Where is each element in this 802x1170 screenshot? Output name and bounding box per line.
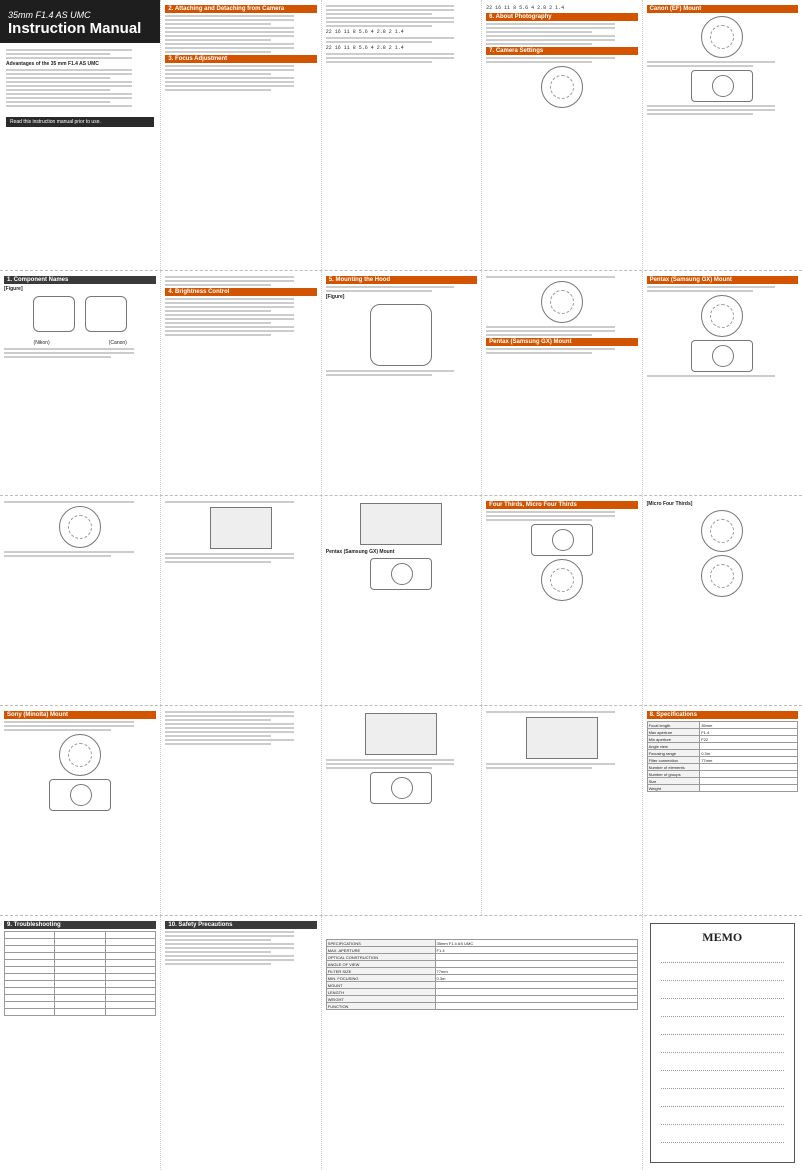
aperture-scale-1: 22 16 11 8 5.6 4 2.8 2 1.4 — [325, 29, 404, 35]
spec-row: Weight — [647, 785, 797, 792]
pentax-header: Pentax (Samsung GX) Mount — [486, 338, 637, 346]
cover-subtitle: 35mm F1.4 AS UMC — [8, 10, 91, 20]
row-2 — [0, 270, 802, 495]
canon-ef-panel — [642, 0, 802, 270]
lcd-figure — [210, 507, 272, 549]
four-thirds-panel — [481, 496, 641, 705]
spec-row: Focusing range 0.3m — [647, 750, 797, 757]
hood-figure-label: [Figure] — [325, 294, 345, 300]
four-thirds-mode-panel — [481, 706, 641, 915]
canon-lens-figure — [85, 296, 127, 332]
nikon-label: (Nikon) — [33, 340, 50, 346]
spec-row: Filter connection 77mm — [647, 757, 797, 764]
spec-table-2: SPECIFICATIONS 35mm F1.4 AS UMC MAX. APERTURE F1.4 OPTICAL CONSTRUCTION ANGLE OF VIEW FILTER SIZE 77mm MIN. FOCUSING 0.3m MOUNT LENGTH WEIGHT FUNCTION — [326, 939, 638, 1010]
pentax-mode-figure — [370, 558, 432, 590]
about-photography-panel — [481, 0, 641, 270]
safety-header: 10. Safety Precautions — [165, 921, 316, 929]
sony-panel — [0, 706, 160, 915]
troubleshooting-panel — [0, 916, 160, 1170]
pentax-dial-figure-2 — [701, 295, 743, 337]
row-4 — [0, 705, 802, 915]
aperture-scale-2: 22 16 11 8 5.6 4 2.8 2 1.4 — [325, 45, 404, 51]
pentax-dial-figure — [541, 281, 583, 323]
memo-title: MEMO — [702, 930, 743, 944]
micro-dial-figure — [701, 510, 743, 552]
read-note: Read this instruction manual prior to use. — [6, 117, 154, 127]
focus-header: 3. Focus Adjustment — [165, 55, 316, 63]
pentax-panel — [642, 271, 802, 495]
cover-title: Instruction Manual — [8, 20, 142, 37]
pentax-camera-figure — [691, 340, 753, 372]
pentax-mode-panel — [321, 496, 481, 705]
specifications-table — [647, 721, 798, 792]
advantages-title: Advantages of the 35 mm F1.4 AS UMC — [6, 61, 99, 67]
samsung-lcd-figure — [365, 713, 437, 755]
spec-row: Min aperture F22 — [647, 736, 797, 743]
canon-lcd-panel — [160, 496, 320, 705]
row-5 — [0, 915, 802, 1170]
sony-header: Sony (Minolta) Mount — [4, 711, 156, 719]
figure-label: [Figure] — [4, 286, 23, 292]
micro-four-thirds-title: [Micro Four Thirds] — [646, 501, 693, 507]
pentax-dial-panel — [481, 271, 641, 495]
cover-block — [0, 0, 160, 43]
specifications-header: 8. Specifications — [647, 711, 798, 719]
spec-row: Size — [647, 778, 797, 785]
four-thirds-dial-figure — [541, 559, 583, 601]
spec-row: Number of elements — [647, 764, 797, 771]
brightness-header: 4. Brightness Control — [165, 288, 316, 296]
troubleshooting-header: 9. Troubleshooting — [4, 921, 156, 929]
row-1 — [0, 0, 802, 270]
memo-panel — [642, 916, 802, 1170]
component-names-panel — [0, 271, 160, 495]
pentax-header-2: Pentax (Samsung GX) Mount — [647, 276, 798, 284]
about-photography-header: 6. About Photography — [486, 13, 637, 21]
pentax-lcd-figure — [360, 503, 442, 545]
hood-panel — [321, 271, 481, 495]
nikon-lens-figure — [33, 296, 75, 332]
samsung-panel — [321, 706, 481, 915]
row-3 — [0, 495, 802, 705]
attaching-panel — [160, 0, 320, 270]
sony-camera-figure — [49, 779, 111, 811]
spec-row: Number of groups — [647, 771, 797, 778]
micro-dial-figure-2 — [701, 555, 743, 597]
cover-panel — [0, 0, 160, 270]
canon-instructions-panel — [321, 0, 481, 270]
canon-ef-header: Canon (EF) Mount — [647, 5, 798, 13]
camera-settings-header: 7. Camera Settings — [486, 47, 637, 55]
sony-dial-figure — [59, 734, 101, 776]
spec-row: Angle view — [647, 743, 797, 750]
canon-label: (Canon) — [108, 340, 127, 346]
brightness-panel — [160, 271, 320, 495]
four-thirds-lcd-figure — [526, 717, 598, 759]
samsung-camera-figure — [370, 772, 432, 804]
canon-dial-figure — [701, 16, 743, 58]
micro-four-thirds-panel — [642, 496, 802, 705]
troubleshooting-table — [4, 931, 156, 1016]
spec-row: Max aperture F1.4 — [647, 729, 797, 736]
attaching-header: 2. Attaching and Detaching from Camera — [165, 5, 316, 13]
four-thirds-camera-figure — [531, 524, 593, 556]
memo-box — [650, 923, 795, 1163]
aperture-scale-3: 22 16 11 8 5.6 4 2.8 2 1.4 — [486, 5, 565, 11]
canon-camera-figure — [691, 70, 753, 102]
safety-panel — [160, 916, 320, 1170]
four-thirds-header: Four Thirds, Micro Four Thirds — [486, 501, 637, 509]
specifications-panel — [642, 706, 802, 915]
hood-figure — [370, 304, 432, 366]
component-names-header: 1. Component Names — [4, 276, 156, 284]
canon-dial-panel — [0, 496, 160, 705]
hood-header: 5. Mounting the Hood — [326, 276, 477, 284]
brightness-dial-figure — [59, 506, 101, 548]
sony-text-panel — [160, 706, 320, 915]
pentax-mode-label: Pentax (Samsung GX) Mount — [325, 549, 395, 555]
spec-row: Focal length 35mm — [647, 722, 797, 729]
spec-table-panel — [321, 916, 642, 1170]
mode-dial-figure — [541, 66, 583, 108]
